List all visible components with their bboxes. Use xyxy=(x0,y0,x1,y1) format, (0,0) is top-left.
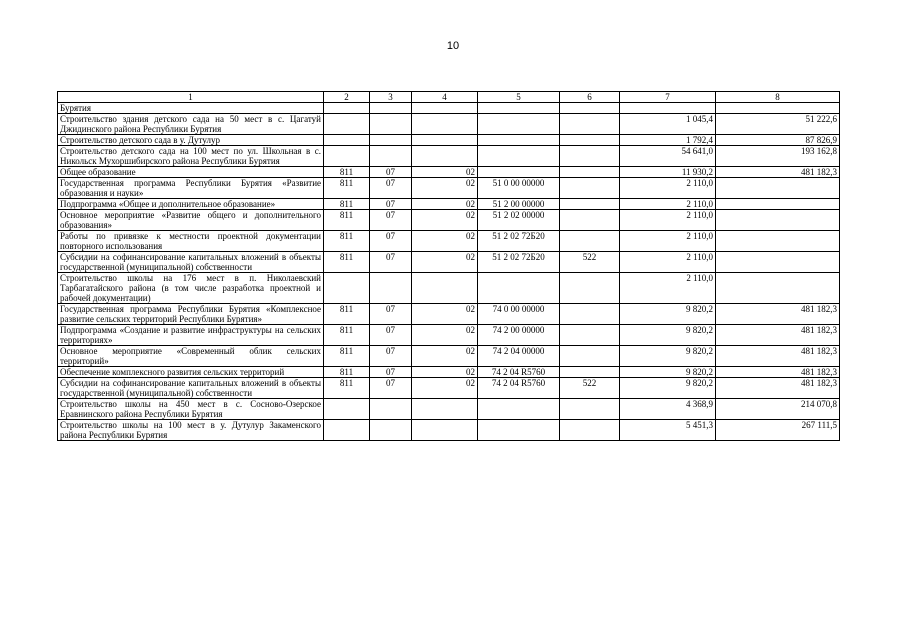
table-row xyxy=(58,420,840,441)
table-row xyxy=(58,346,840,367)
target-article-cell xyxy=(478,135,560,146)
target-article-cell xyxy=(478,146,560,167)
chapter-code-cell: 811 xyxy=(324,325,370,346)
chapter-code-cell xyxy=(324,135,370,146)
chapter-code-cell: 811 xyxy=(324,304,370,325)
table-row xyxy=(58,252,840,273)
section-code-cell: 07 xyxy=(370,252,412,273)
section-code-cell xyxy=(370,135,412,146)
section-code-cell: 07 xyxy=(370,325,412,346)
amount-col8-cell: 267 111,5 xyxy=(716,420,840,441)
expense-type-cell xyxy=(560,103,620,114)
amount-col7-cell: 2 110,0 xyxy=(620,199,716,210)
expense-type-cell: 522 xyxy=(560,252,620,273)
header-cell: 1 xyxy=(58,92,324,103)
subsection-code-cell: 02 xyxy=(412,199,478,210)
section-code-cell xyxy=(370,399,412,420)
target-article-cell: 74 2 04 R5760 xyxy=(478,367,560,378)
chapter-code-cell: 811 xyxy=(324,378,370,399)
chapter-code-cell: 811 xyxy=(324,178,370,199)
chapter-code-cell: 811 xyxy=(324,346,370,367)
amount-col7-cell: 1 045,4 xyxy=(620,114,716,135)
row-name-cell: Основное мероприятие «Развитие общего и дополнительного образования» xyxy=(58,210,324,231)
target-article-cell: 74 2 04 00000 xyxy=(478,346,560,367)
header-cell: 6 xyxy=(560,92,620,103)
subsection-code-cell xyxy=(412,420,478,441)
expense-type-cell xyxy=(560,346,620,367)
subsection-code-cell xyxy=(412,273,478,304)
table-row xyxy=(58,325,840,346)
amount-col7-cell: 11 930,2 xyxy=(620,167,716,178)
target-article-cell: 51 2 00 00000 xyxy=(478,199,560,210)
table-row xyxy=(58,135,840,146)
section-code-cell xyxy=(370,146,412,167)
expense-type-cell xyxy=(560,167,620,178)
row-name-cell: Государственная программа Республики Бурятия «Развитие образования и науки» xyxy=(58,178,324,199)
amount-col8-cell xyxy=(716,231,840,252)
table-row xyxy=(58,210,840,231)
row-name-cell: Работы по привязке к местности проектной документации повторного использования xyxy=(58,231,324,252)
expense-type-cell: 522 xyxy=(560,378,620,399)
chapter-code-cell xyxy=(324,273,370,304)
row-name-cell: Подпрограмма «Общее и дополнительное образование» xyxy=(58,199,324,210)
row-name-cell: Строительство детского сада на 100 мест по ул. Школьная в с. Никольск Мухоршибирского района Республики Бурятия xyxy=(58,146,324,167)
chapter-code-cell: 811 xyxy=(324,252,370,273)
amount-col7-cell xyxy=(620,103,716,114)
row-name-cell: Строительство школы на 450 мест в с. Сосново-Озерское Еравнинского района Республики Бурятия xyxy=(58,399,324,420)
section-code-cell: 07 xyxy=(370,367,412,378)
chapter-code-cell: 811 xyxy=(324,210,370,231)
row-name-cell: Подпрограмма «Создание и развитие инфраструктуры на сельских территориях» xyxy=(58,325,324,346)
target-article-cell xyxy=(478,273,560,304)
subsection-code-cell: 02 xyxy=(412,178,478,199)
target-article-cell: 51 2 02 00000 xyxy=(478,210,560,231)
target-article-cell xyxy=(478,420,560,441)
target-article-cell: 51 2 02 72Б20 xyxy=(478,231,560,252)
amount-col7-cell: 2 110,0 xyxy=(620,231,716,252)
amount-col7-cell: 2 110,0 xyxy=(620,273,716,304)
chapter-code-cell xyxy=(324,399,370,420)
table-row xyxy=(58,399,840,420)
header-cell: 7 xyxy=(620,92,716,103)
subsection-code-cell: 02 xyxy=(412,346,478,367)
row-name-cell: Обеспечение комплексного развития сельских территорий xyxy=(58,367,324,378)
chapter-code-cell xyxy=(324,420,370,441)
chapter-code-cell xyxy=(324,146,370,167)
chapter-code-cell: 811 xyxy=(324,231,370,252)
row-name-cell: Строительство детского сада в у. Дутулур xyxy=(58,135,324,146)
subsection-code-cell: 02 xyxy=(412,367,478,378)
expense-type-cell xyxy=(560,367,620,378)
header-cell: 2 xyxy=(324,92,370,103)
expense-type-cell xyxy=(560,325,620,346)
amount-col7-cell: 9 820,2 xyxy=(620,378,716,399)
table-row xyxy=(58,146,840,167)
amount-col7-cell: 2 110,0 xyxy=(620,178,716,199)
section-code-cell: 07 xyxy=(370,210,412,231)
amount-col8-cell xyxy=(716,178,840,199)
row-name-cell: Бурятия xyxy=(58,103,324,114)
section-code-cell: 07 xyxy=(370,304,412,325)
amount-col7-cell: 2 110,0 xyxy=(620,210,716,231)
expense-type-cell xyxy=(560,231,620,252)
subsection-code-cell xyxy=(412,146,478,167)
expense-type-cell xyxy=(560,178,620,199)
chapter-code-cell: 811 xyxy=(324,199,370,210)
expense-type-cell xyxy=(560,273,620,304)
amount-col7-cell: 5 451,3 xyxy=(620,420,716,441)
chapter-code-cell xyxy=(324,103,370,114)
subsection-code-cell xyxy=(412,114,478,135)
target-article-cell xyxy=(478,103,560,114)
target-article-cell xyxy=(478,399,560,420)
expense-type-cell xyxy=(560,399,620,420)
section-code-cell xyxy=(370,114,412,135)
table-row xyxy=(58,199,840,210)
amount-col8-cell: 481 182,3 xyxy=(716,367,840,378)
target-article-cell xyxy=(478,167,560,178)
target-article-cell: 74 2 00 00000 xyxy=(478,325,560,346)
row-name-cell: Государственная программа Республики Бурятия «Комплексное развитие сельских территорий Республики Бурятия» xyxy=(58,304,324,325)
target-article-cell: 51 2 02 72Б20 xyxy=(478,252,560,273)
amount-col8-cell: 481 182,3 xyxy=(716,378,840,399)
header-row xyxy=(58,92,840,103)
amount-col8-cell: 481 182,3 xyxy=(716,167,840,178)
table-row xyxy=(58,103,840,114)
amount-col7-cell: 9 820,2 xyxy=(620,325,716,346)
header-cell: 8 xyxy=(716,92,840,103)
subsection-code-cell: 02 xyxy=(412,231,478,252)
section-code-cell xyxy=(370,103,412,114)
section-code-cell: 07 xyxy=(370,231,412,252)
expense-type-cell xyxy=(560,304,620,325)
amount-col7-cell: 4 368,9 xyxy=(620,399,716,420)
amount-col7-cell: 2 110,0 xyxy=(620,252,716,273)
section-code-cell xyxy=(370,420,412,441)
row-name-cell: Строительство школы на 100 мест в у. Дутулур Закаменского района Республики Бурятия xyxy=(58,420,324,441)
table-row xyxy=(58,367,840,378)
amount-col8-cell: 87 826,9 xyxy=(716,135,840,146)
amount-col8-cell: 481 182,3 xyxy=(716,304,840,325)
target-article-cell: 74 0 00 00000 xyxy=(478,304,560,325)
subsection-code-cell: 02 xyxy=(412,304,478,325)
table-row xyxy=(58,378,840,399)
row-name-cell: Основное мероприятие «Современный облик сельских территорий» xyxy=(58,346,324,367)
table-row xyxy=(58,114,840,135)
chapter-code-cell: 811 xyxy=(324,367,370,378)
header-cell: 4 xyxy=(412,92,478,103)
section-code-cell: 07 xyxy=(370,378,412,399)
subsection-code-cell xyxy=(412,135,478,146)
amount-col7-cell: 1 792,4 xyxy=(620,135,716,146)
budget-table xyxy=(57,91,840,441)
expense-type-cell xyxy=(560,135,620,146)
subsection-code-cell xyxy=(412,103,478,114)
amount-col8-cell xyxy=(716,252,840,273)
amount-col8-cell xyxy=(716,199,840,210)
amount-col8-cell: 214 070,8 xyxy=(716,399,840,420)
header-cell: 3 xyxy=(370,92,412,103)
amount-col7-cell: 9 820,2 xyxy=(620,346,716,367)
row-name-cell: Общее образование xyxy=(58,167,324,178)
amount-col8-cell: 51 222,6 xyxy=(716,114,840,135)
header-cell: 5 xyxy=(478,92,560,103)
section-code-cell: 07 xyxy=(370,178,412,199)
target-article-cell: 74 2 04 R5760 xyxy=(478,378,560,399)
row-name-cell: Субсидии на софинансирование капитальных вложений в объекты государственной (муниципальной) собственности xyxy=(58,252,324,273)
amount-col8-cell xyxy=(716,210,840,231)
subsection-code-cell: 02 xyxy=(412,378,478,399)
target-article-cell: 51 0 00 00000 xyxy=(478,178,560,199)
section-code-cell: 07 xyxy=(370,167,412,178)
expense-type-cell xyxy=(560,114,620,135)
chapter-code-cell xyxy=(324,114,370,135)
section-code-cell xyxy=(370,273,412,304)
amount-col8-cell: 193 162,8 xyxy=(716,146,840,167)
table-row xyxy=(58,167,840,178)
subsection-code-cell: 02 xyxy=(412,167,478,178)
amount-col8-cell xyxy=(716,103,840,114)
target-article-cell xyxy=(478,114,560,135)
expense-type-cell xyxy=(560,199,620,210)
subsection-code-cell xyxy=(412,399,478,420)
table-row xyxy=(58,304,840,325)
amount-col8-cell: 481 182,3 xyxy=(716,346,840,367)
expense-type-cell xyxy=(560,146,620,167)
page-number: 10 xyxy=(446,40,460,52)
amount-col7-cell: 9 820,2 xyxy=(620,304,716,325)
expense-type-cell xyxy=(560,210,620,231)
section-code-cell: 07 xyxy=(370,346,412,367)
expense-type-cell xyxy=(560,420,620,441)
amount-col7-cell: 54 641,0 xyxy=(620,146,716,167)
amount-col8-cell: 481 182,3 xyxy=(716,325,840,346)
subsection-code-cell: 02 xyxy=(412,325,478,346)
table-row xyxy=(58,231,840,252)
row-name-cell: Строительство здания детского сада на 50 мест в с. Цагатуй Джидинского района Республики Бурятия xyxy=(58,114,324,135)
table-row xyxy=(58,178,840,199)
row-name-cell: Субсидии на софинансирование капитальных вложений в объекты государственной (муниципальной) собственности xyxy=(58,378,324,399)
amount-col8-cell xyxy=(716,273,840,304)
amount-col7-cell: 9 820,2 xyxy=(620,367,716,378)
subsection-code-cell: 02 xyxy=(412,210,478,231)
table-row xyxy=(58,273,840,304)
chapter-code-cell: 811 xyxy=(324,167,370,178)
subsection-code-cell: 02 xyxy=(412,252,478,273)
row-name-cell: Строительство школы на 176 мест в п. Николаевский Тарбагатайского района (в том числе разработка проектной и рабочей документации) xyxy=(58,273,324,304)
section-code-cell: 07 xyxy=(370,199,412,210)
